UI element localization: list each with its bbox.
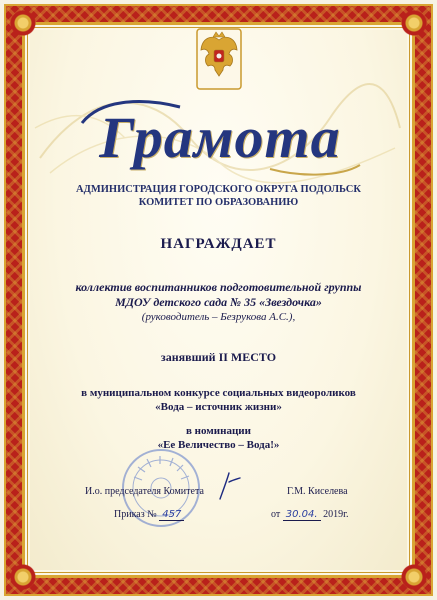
signatory-name: Г.М. Киселева [287,486,348,497]
nomination-block [60,424,377,452]
contest-line-1: в муниципальном конкурсе социальных видеороликов [81,387,356,399]
contest-block [60,386,377,414]
corner-ornament-bottom-right [401,564,427,590]
contest-line-2: «Вода – источник жизни» [155,401,282,413]
date-line [271,509,349,520]
nomination-line-1: в номинации [185,425,251,437]
recipient-line-2: МДОУ детского сада № 35 «Звездочка» [115,295,322,309]
issuer-block [60,183,377,209]
date-value: 30.04. [283,509,321,521]
issuer-line-1: АДМИНИСТРАЦИЯ ГОРОДСКОГО ОКРУГА ПОДОЛЬСК [76,184,361,195]
signatory-title: И.о. председателя Комитета [85,486,204,497]
handwritten-signature [215,470,245,502]
order-label: Приказ № [114,509,157,520]
place-line: занявший II МЕСТО [160,350,277,364]
corner-ornament-bottom-left [10,564,36,590]
leader-line: (руководитель – Безрукова А.С.), [141,311,296,323]
russian-coat-of-arms-icon [196,28,242,90]
order-number: 457 [159,509,184,521]
nomination-line-2: «Ее Величество – Вода!» [157,439,280,451]
certificate-title-block [60,95,380,180]
order-number-line [114,509,184,520]
certificate-title: Грамота [99,105,341,170]
date-prefix: от [271,509,281,520]
corner-ornament-top-left [10,10,36,36]
award-heading: НАГРАЖДАЕТ [160,236,277,252]
issuer-line-2: КОМИТЕТ ПО ОБРАЗОВАНИЮ [138,197,299,208]
recipient-line-1: коллектив воспитанников подготовительной группы [75,280,362,294]
corner-ornament-top-right [401,10,427,36]
date-suffix: 2019г. [323,509,349,520]
recipient-block [60,280,377,310]
